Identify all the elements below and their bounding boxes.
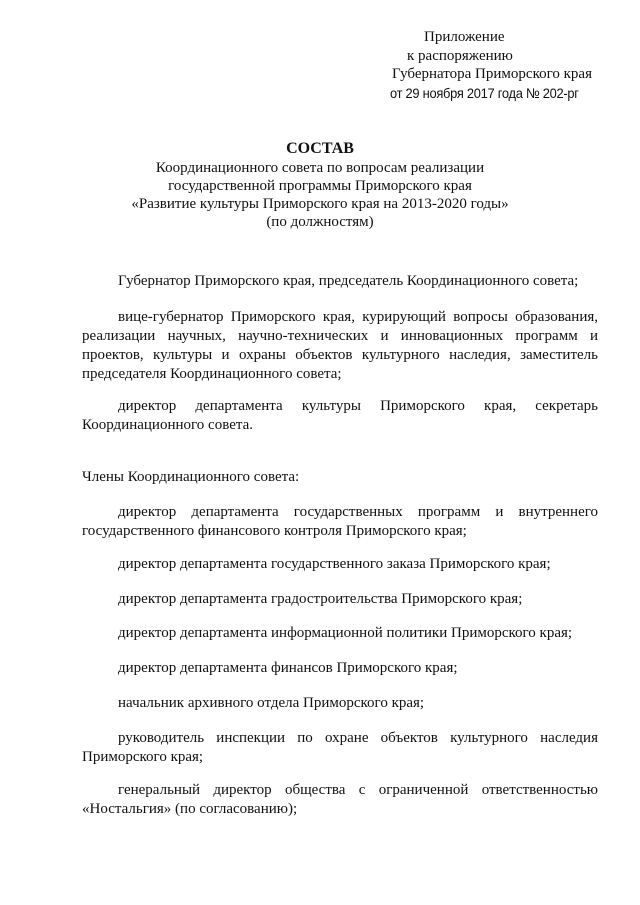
member-entry: начальник архивного отдела Приморского края; <box>118 695 425 711</box>
members-heading: Члены Координационного совета: <box>82 469 300 485</box>
member-item <box>82 694 598 713</box>
appendix-line-3: Губернатора Приморского края <box>392 66 592 82</box>
member-entry: генеральный директор общества с ограниченной ответственностью «Ностальгия» (по согласованию); <box>82 782 598 817</box>
heading-line-1: Координационного совета по вопросам реализации <box>155 160 485 176</box>
appendix-line-2: к распоряжению <box>407 47 513 64</box>
member-item <box>82 624 598 643</box>
leadership-item <box>82 397 598 435</box>
heading-line-4: (по должностям) <box>266 214 374 230</box>
member-item <box>82 729 598 767</box>
appendix-line-1: Приложение <box>424 29 505 45</box>
heading-line-2: государственной программы Приморского края <box>168 178 472 194</box>
member-entry: директор департамента государственных программ и внутреннего государственного финансового контроля Приморского края; <box>82 504 598 539</box>
leadership-item <box>82 272 598 291</box>
member-item <box>82 590 598 609</box>
member-item <box>82 659 598 678</box>
appendix-date-number: от 29 ноября 2017 года № 202-рг <box>390 84 579 101</box>
leadership-deputy-chair: вице-губернатор Приморского края, курирующий вопросы образования, реализации научных, научно-технических и инновационных программ и проектов, культуры и охраны объектов культурного наследия, заместитель председателя Координационного совета; <box>82 309 598 382</box>
member-entry: директор департамента градостроительства Приморского края; <box>118 591 523 607</box>
leadership-secretary: директор департамента культуры Приморского края, секретарь Координационного совета. <box>82 398 598 433</box>
document-title: СОСТАВ <box>286 140 354 157</box>
leadership-item <box>82 308 598 384</box>
member-entry: руководитель инспекции по охране объектов культурного наследия Приморского края; <box>82 730 598 765</box>
appendix-header <box>390 28 620 102</box>
member-item <box>82 781 598 819</box>
member-entry: директор департамента государственного заказа Приморского края; <box>118 556 551 572</box>
heading-line-3: «Развитие культуры Приморского края на 2013-2020 годы» <box>131 196 509 212</box>
members-heading-block <box>82 468 598 487</box>
document-heading <box>110 140 530 231</box>
member-item <box>82 555 598 574</box>
leadership-chair: Губернатор Приморского края, председатель Координационного совета; <box>118 273 579 289</box>
member-item <box>82 503 598 541</box>
member-entry: директор департамента информационной политики Приморского края; <box>118 625 573 641</box>
member-entry: директор департамента финансов Приморского края; <box>118 660 458 676</box>
